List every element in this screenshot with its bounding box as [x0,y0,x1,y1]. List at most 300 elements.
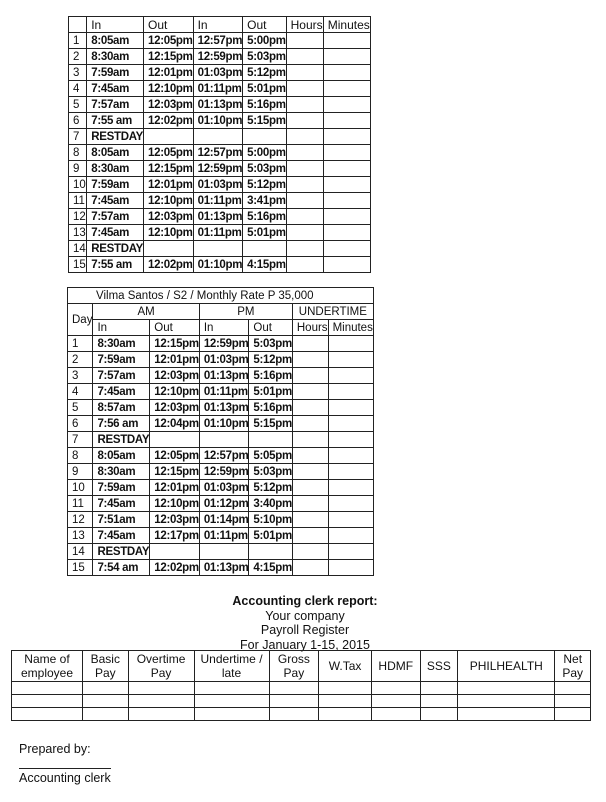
table-row [68,400,374,416]
time-cell: 01:13pm [199,368,249,384]
column-header: In [93,320,150,336]
time-cell: 8:05am [87,145,144,161]
table-row [68,480,374,496]
time-cell: RESTDAY [87,129,144,145]
time-cell: 7:59am [93,480,150,496]
table-row [68,416,374,432]
day-number: 2 [69,49,87,65]
time-cell [199,432,249,448]
time-cell: 12:57pm [199,448,249,464]
payroll-column-header: Net Pay [555,651,591,682]
time-cell [199,544,249,560]
time-cell [249,544,292,560]
day-number: 13 [68,528,93,544]
column-header: Out [150,320,200,336]
column-header: Hours [292,320,328,336]
payroll-cell [458,695,555,708]
time-cell [286,209,323,225]
table-row [69,145,371,161]
time-cell [323,129,370,145]
time-cell [328,528,373,544]
time-cell: 12:01pm [150,480,200,496]
day-number: 10 [69,177,87,193]
time-cell: 5:16pm [243,209,286,225]
time-cell: 01:11pm [199,384,249,400]
time-record-table-2 [67,287,374,576]
time-cell: 12:10pm [150,384,200,400]
day-number: 15 [69,257,87,273]
table-row [69,257,371,273]
time-cell [292,368,328,384]
time-cell: 7:55 am [87,257,144,273]
time-cell [144,129,194,145]
time-cell [193,129,243,145]
payroll-cell [269,682,319,695]
table-row [68,528,374,544]
day-number: 6 [68,416,93,432]
time-cell [292,512,328,528]
payroll-cell [82,708,128,721]
day-number: 5 [69,97,87,113]
payroll-cell [555,682,591,695]
time-cell: 01:03pm [193,65,243,81]
payroll-column-header: W.Tax [319,651,372,682]
time-cell: 7:45am [93,496,150,512]
day-number: 4 [69,81,87,97]
day-number: 7 [69,129,87,145]
column-header: Minutes [323,17,370,33]
table-row [68,352,374,368]
payroll-cell [319,708,372,721]
signatory-label: Accounting clerk [19,771,111,785]
time-cell [292,560,328,576]
table-row [69,209,371,225]
time-cell: 7:56 am [93,416,150,432]
time-cell [323,81,370,97]
day-number: 12 [68,512,93,528]
payroll-cell [420,708,458,721]
time-cell: 7:59am [87,177,144,193]
time-cell [328,448,373,464]
time-cell [323,145,370,161]
time-cell: 12:04pm [150,416,200,432]
time-cell: 12:03pm [150,368,200,384]
time-cell [150,544,200,560]
time-cell: 12:15pm [144,161,194,177]
payroll-column-header: HDMF [371,651,420,682]
time-cell [323,225,370,241]
day-number: 9 [68,464,93,480]
time-cell: 12:01pm [144,65,194,81]
time-cell [328,368,373,384]
time-cell: 5:05pm [249,448,292,464]
day-header: Day [68,304,93,336]
time-cell: 8:57am [93,400,150,416]
time-cell: 01:13pm [193,97,243,113]
time-cell [286,241,323,257]
time-cell: 12:57pm [193,145,243,161]
time-cell [286,177,323,193]
time-cell [323,113,370,129]
payroll-cell [12,695,83,708]
column-header: In [193,17,243,33]
time-cell: 5:01pm [243,81,286,97]
time-cell [323,241,370,257]
time-cell: 12:05pm [144,145,194,161]
time-cell [286,257,323,273]
table-row [69,177,371,193]
time-cell [286,129,323,145]
day-number: 8 [68,448,93,464]
time-cell: 01:13pm [193,209,243,225]
day-number: 14 [69,241,87,257]
payroll-cell [555,708,591,721]
time-cell: 8:30am [93,336,150,352]
payroll-cell [458,682,555,695]
time-cell [286,49,323,65]
column-header: Hours [286,17,323,33]
time-cell: 01:10pm [193,113,243,129]
time-cell [292,384,328,400]
day-number: 11 [69,193,87,209]
time-cell: 12:03pm [144,209,194,225]
time-cell [328,352,373,368]
day-number: 1 [69,33,87,49]
time-cell [286,193,323,209]
time-cell: 7:45am [93,384,150,400]
report-heading [170,594,440,652]
time-cell: 01:13pm [199,400,249,416]
time-cell: 4:15pm [243,257,286,273]
time-cell [328,400,373,416]
table-row [68,368,374,384]
time-cell: 7:45am [87,81,144,97]
table-row [69,33,371,49]
time-cell [323,49,370,65]
time-cell: 8:30am [87,161,144,177]
pm-header: PM [199,304,292,320]
column-header [69,17,87,33]
time-cell: 7:51am [93,512,150,528]
time-cell [292,528,328,544]
column-header: Out [144,17,194,33]
time-cell: 5:12pm [249,352,292,368]
payroll-cell [82,695,128,708]
time-cell: 12:59pm [199,464,249,480]
table-row [68,432,374,448]
time-cell [323,33,370,49]
day-number: 3 [69,65,87,81]
time-cell [292,352,328,368]
time-cell: 5:16pm [249,368,292,384]
payroll-cell [12,708,83,721]
time-cell [328,336,373,352]
time-cell: 12:59pm [199,336,249,352]
time-cell: 12:10pm [150,496,200,512]
table-row [68,560,374,576]
time-cell: 01:10pm [193,257,243,273]
time-cell: 12:15pm [150,336,200,352]
time-cell: 5:00pm [243,145,286,161]
time-cell [328,544,373,560]
time-cell: 01:11pm [193,193,243,209]
table-row [69,49,371,65]
payroll-cell [555,695,591,708]
time-cell [328,416,373,432]
table-row [69,113,371,129]
payroll-cell [319,682,372,695]
time-cell: 12:02pm [144,257,194,273]
time-cell: 12:10pm [144,225,194,241]
table-row [68,336,374,352]
column-header: In [87,17,144,33]
day-number: 6 [69,113,87,129]
time-cell: 5:00pm [243,33,286,49]
time-cell [292,480,328,496]
time-cell: 01:11pm [193,225,243,241]
time-cell [292,416,328,432]
payroll-column-header: SSS [420,651,458,682]
time-cell: 5:01pm [243,225,286,241]
time-cell [286,65,323,81]
table-row [68,512,374,528]
payroll-cell [82,682,128,695]
time-cell: 01:12pm [199,496,249,512]
day-number: 10 [68,480,93,496]
time-cell: 01:13pm [199,560,249,576]
company-name: Your company [265,608,345,623]
time-cell: 7:54 am [93,560,150,576]
time-cell [292,496,328,512]
time-cell: 7:45am [93,528,150,544]
day-number: 9 [69,161,87,177]
time-cell: 01:11pm [199,528,249,544]
table-row [68,464,374,480]
time-cell: 01:11pm [193,81,243,97]
time-cell: 5:15pm [249,416,292,432]
time-cell [328,560,373,576]
time-cell: 5:03pm [249,336,292,352]
payroll-cell [269,708,319,721]
employee-caption: Vilma Santos / S2 / Monthly Rate P 35,000 [68,288,374,304]
day-number: 12 [69,209,87,225]
table-row [68,544,374,560]
day-number: 13 [69,225,87,241]
table-row [69,129,371,145]
time-cell [144,241,194,257]
time-cell [286,225,323,241]
payroll-cell [194,708,269,721]
payroll-cell [269,695,319,708]
time-cell [323,257,370,273]
time-cell: 5:03pm [243,161,286,177]
time-cell: 12:05pm [150,448,200,464]
time-cell: 3:41pm [243,193,286,209]
payroll-blank-row [12,682,591,695]
time-cell [323,209,370,225]
payroll-column-header: Undertime / late [194,651,269,682]
table-row [69,225,371,241]
table-row [68,384,374,400]
time-cell [292,432,328,448]
table-row [68,448,374,464]
table-row [69,81,371,97]
time-cell: 5:12pm [249,480,292,496]
time-cell [249,432,292,448]
payroll-cell [128,708,194,721]
time-cell: 12:10pm [144,81,194,97]
time-cell [286,145,323,161]
table-row [69,241,371,257]
time-cell: 12:03pm [150,512,200,528]
day-number: 2 [68,352,93,368]
time-cell: 12:02pm [144,113,194,129]
time-cell: 12:59pm [193,49,243,65]
time-cell [150,432,200,448]
table-row [69,193,371,209]
time-cell: 7:57am [87,97,144,113]
undertime-header: UNDERTIME [292,304,373,320]
column-header: Out [249,320,292,336]
time-cell: 5:10pm [249,512,292,528]
time-cell: 01:03pm [199,352,249,368]
day-number: 1 [68,336,93,352]
time-cell [323,161,370,177]
time-cell: 7:45am [87,225,144,241]
time-cell: 12:10pm [144,193,194,209]
time-cell [323,97,370,113]
payroll-cell [420,682,458,695]
payroll-column-header: Name of employee [12,651,83,682]
time-cell: 7:55 am [87,113,144,129]
time-cell [286,97,323,113]
report-period: For January 1-15, 2015 [240,637,370,652]
day-number: 3 [68,368,93,384]
time-cell: 12:15pm [144,49,194,65]
time-cell [243,129,286,145]
time-cell [286,161,323,177]
payroll-cell [371,682,420,695]
time-cell: 7:59am [87,65,144,81]
day-number: 8 [69,145,87,161]
am-header: AM [93,304,199,320]
report-subtitle: Payroll Register [260,623,350,637]
time-cell [328,480,373,496]
time-cell: 5:01pm [249,384,292,400]
time-cell: 5:15pm [243,113,286,129]
payroll-blank-row [12,708,591,721]
payroll-blank-row [12,695,591,708]
time-cell: 7:57am [93,368,150,384]
time-cell [286,81,323,97]
day-number: 15 [68,560,93,576]
time-cell: 12:02pm [150,560,200,576]
time-cell: 5:12pm [243,177,286,193]
payroll-cell [128,695,194,708]
time-cell [286,33,323,49]
payroll-register-table [11,650,591,721]
time-cell [328,432,373,448]
day-number: 14 [68,544,93,560]
day-number: 11 [68,496,93,512]
time-cell: 8:05am [87,33,144,49]
time-cell: 01:03pm [193,177,243,193]
prepared-by-label: Prepared by: [19,742,91,756]
report-title: Accounting clerk report: [232,594,378,608]
payroll-column-header: PHILHEALTH [458,651,555,682]
time-cell: 12:15pm [150,464,200,480]
time-cell [292,544,328,560]
time-cell [292,336,328,352]
payroll-cell [194,695,269,708]
subheader-row [68,320,374,336]
time-cell [193,241,243,257]
table-row [69,65,371,81]
payroll-cell [458,708,555,721]
time-cell: 5:03pm [243,49,286,65]
time-cell [292,464,328,480]
time-cell: 01:03pm [199,480,249,496]
time-record-table-1 [68,16,371,273]
time-cell [286,113,323,129]
time-cell: 3:40pm [249,496,292,512]
time-cell [323,177,370,193]
time-cell: 8:30am [93,464,150,480]
time-cell: 5:01pm [249,528,292,544]
payroll-column-header: Basic Pay [82,651,128,682]
day-number: 4 [68,384,93,400]
column-header: Out [243,17,286,33]
payroll-cell [371,695,420,708]
payroll-cell [12,682,83,695]
time-cell: 8:05am [93,448,150,464]
time-cell: 8:30am [87,49,144,65]
payroll-cell [319,695,372,708]
day-number: 7 [68,432,93,448]
payroll-column-header: Gross Pay [269,651,319,682]
time-cell [292,448,328,464]
time-cell: 01:10pm [199,416,249,432]
time-cell: RESTDAY [93,432,150,448]
column-header: In [199,320,249,336]
time-cell [328,464,373,480]
day-number: 5 [68,400,93,416]
payroll-header-row [12,651,591,682]
table-header-row [69,17,371,33]
time-cell: 12:57pm [193,33,243,49]
time-cell: 01:14pm [199,512,249,528]
time-cell [328,384,373,400]
time-cell [243,241,286,257]
column-header: Minutes [328,320,373,336]
time-cell [323,65,370,81]
time-cell: 12:01pm [150,352,200,368]
signature-line [19,768,111,769]
time-cell [328,512,373,528]
payroll-cell [194,682,269,695]
payroll-column-header: Overtime Pay [128,651,194,682]
time-cell [323,193,370,209]
time-cell: 4:15pm [249,560,292,576]
table-row [69,97,371,113]
table-row [68,496,374,512]
payroll-cell [420,695,458,708]
time-cell: 7:59am [93,352,150,368]
time-cell: RESTDAY [93,544,150,560]
time-cell: 12:03pm [150,400,200,416]
time-cell: 12:17pm [150,528,200,544]
time-cell: 5:12pm [243,65,286,81]
